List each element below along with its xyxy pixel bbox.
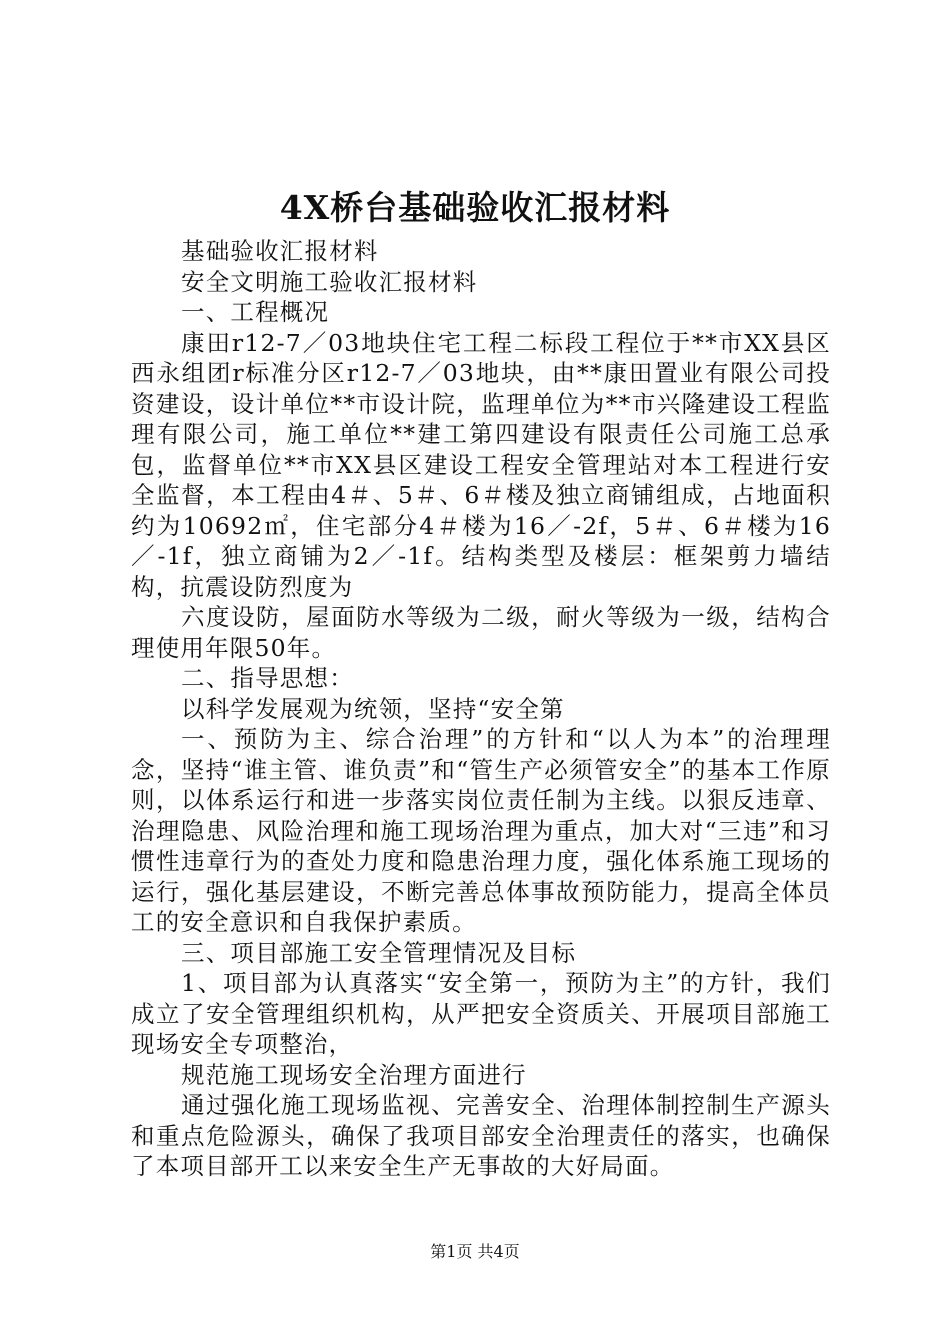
section-heading-2: 二、指导思想： (181, 664, 354, 692)
paragraph-item-1: 1、项目部为认真落实“安全第一，预防为主”的方针，我们成立了安全管理组织机构，从严把安全资质关、开展项目部施工现场安全专项整治， (131, 969, 831, 1058)
paragraph-project-overview: 康田r12-7／03地块住宅工程二标段工程位于**市XX县区西永组团r标准分区r12-7／03地块，由**康田置业有限公司投资建设，设计单位**市设计院，监理单位为**市兴隆建设工程监理有限公司，施工单位**建工第四建设有限责任公司施工总承包，监督单位**市XX县区建设工程安全管理站对本工程进行安全监督，本工程由4＃、5＃、6＃楼及独立商铺组成，占地面积约为10692㎡，住宅部分4＃楼为16／-2f，5＃、6＃楼为16／-1f，独立商铺为2／-1f。结构类型及楼层：框架剪力墙结构，抗震设防烈度为 (131, 328, 831, 601)
section-heading-3: 三、项目部施工安全管理情况及目标 (181, 938, 577, 967)
paragraph-1: 基础验收汇报材料 (181, 237, 379, 265)
paragraph-guideline: 一、预防为主、综合治理”的方针和“以人为本”的治理理念，坚持“谁主管、谁负责”和“管生产必须管安全”的基本工作原则，以体系运行和进一步落实岗位责任制为主线。以狠反违章、治理隐患、风险治理和施工现场治理为重点，加大对“三违”和习惯性违章行为的查处力度和隐患治理力度，强化体系施工现场的运行，强化基层建设，不断完善总体事故预防能力，提高全体员工的安全意识和自我保护素质。 (131, 725, 831, 936)
page-footer: 第1页 共4页 (430, 1242, 520, 1261)
paragraph-standardize: 规范施工现场安全治理方面进行 (181, 1060, 527, 1089)
paragraph-result: 通过强化施工现场监视、完善安全、治理体制控制生产源头和重点危险源头，确保了我项目部安全治理责任的落实，也确保了本项目部开工以来安全生产无事故的大好局面。 (131, 1091, 831, 1180)
document-title: 4X桥台基础验收汇报材料 (279, 188, 671, 227)
document-body (131, 236, 831, 1182)
section-heading-1: 一、工程概况 (181, 298, 330, 326)
paragraph-2: 安全文明施工验收汇报材料 (181, 267, 478, 296)
paragraph-guideline-start: 以科学发展观为统领，坚持“安全第 (181, 694, 565, 723)
paragraph-seismic: 六度设防，屋面防水等级为二级，耐火等级为一级，结构合理使用年限50年。 (131, 603, 831, 662)
